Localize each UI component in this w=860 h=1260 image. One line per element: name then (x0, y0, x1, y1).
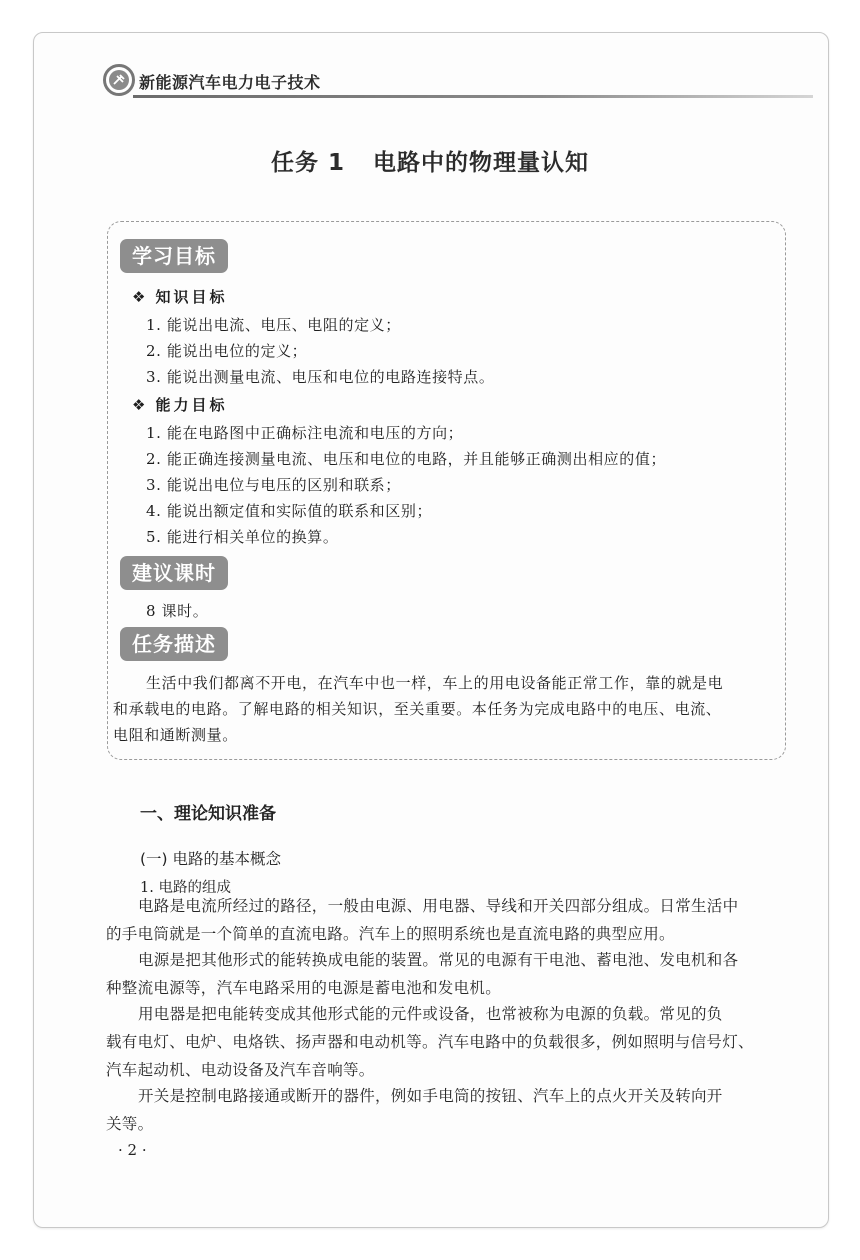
diamond-bullet-icon: ❖ (132, 396, 146, 414)
paragraph: 电路是电流所经过的路径，一般由电源、用电器、导线和开关四部分组成。日常生活中 的手电筒就是一个简单的直流电路。汽车上的照明系统也是直流电路的典型应用。 (106, 897, 739, 943)
paragraph: 开关是控制电路接通或断开的器件，例如手电筒的按钮、汽车上的点火开关及转向开 关等。 (106, 1087, 723, 1133)
paragraph: 用电器是把电能转变成其他形式能的元件或设备，也常被称为电源的负载。常见的负 载有电灯、电炉、电烙铁、扬声器和电动机等。汽车电路中的负载很多，例如照明与信号灯、 汽车起动机、电动设备及汽车音响等。 (106, 1005, 754, 1079)
paragraph: 电源是把其他形式的能转换成电能的装置。常见的电源有干电池、蓄电池、发电机和各 种整流电源等，汽车电路采用的电源是蓄电池和发电机。 (106, 951, 739, 997)
diamond-bullet-icon: ❖ (132, 288, 146, 306)
knowledge-objectives-heading: ❖ 知识目标 (132, 288, 228, 306)
page-number: · 2 · (118, 1141, 147, 1159)
hours-value: 8 课时。 (146, 602, 209, 620)
ability-objectives-heading: ❖ 能力目标 (132, 396, 228, 414)
topic-heading: 1. 电路的组成 (140, 880, 231, 896)
suggested-hours-tag: 建议课时 (120, 556, 228, 590)
list-item: 2. 能正确连接测量电流、电压和电位的电路，并且能够正确测出相应的值； (146, 450, 667, 468)
list-item: 4. 能说出额定值和实际值的联系和区别； (146, 502, 433, 520)
task-description-tag: 任务描述 (120, 627, 228, 661)
list-item: 3. 能说出测量电流、电压和电位的电路连接特点。 (146, 368, 495, 386)
description-line: 生活中我们都离不开电，在汽车中也一样，车上的用电设备能正常工作，靠的就是电 (146, 674, 724, 692)
plug-emblem-icon (103, 64, 135, 96)
subsection-heading: (一) 电路的基本概念 (140, 850, 282, 868)
list-item: 3. 能说出电位与电压的区别和联系； (146, 476, 401, 494)
list-item: 2. 能说出电位的定义； (146, 342, 308, 360)
list-item: 5. 能进行相关单位的换算。 (146, 528, 339, 546)
description-line: 电阻和通断测量。 (113, 726, 238, 744)
list-item: 1. 能说出电流、电压、电阻的定义； (146, 316, 401, 334)
description-line: 和承载电的电路。了解电路的相关知识，至关重要。本任务为完成电路中的电压、电流、 (113, 700, 722, 718)
book-title: 新能源汽车电力电子技术 (139, 73, 321, 92)
page-title (0, 144, 860, 177)
list-item: 1. 能在电路图中正确标注电流和电压的方向； (146, 424, 464, 442)
learning-objectives-tag: 学习目标 (120, 239, 228, 273)
task-number: 任务 1 (270, 150, 345, 176)
section-heading: 一、理论知识准备 (140, 804, 276, 824)
running-header (103, 64, 808, 100)
task-name: 电路中的物理量认知 (373, 150, 589, 176)
header-rule (133, 95, 813, 98)
